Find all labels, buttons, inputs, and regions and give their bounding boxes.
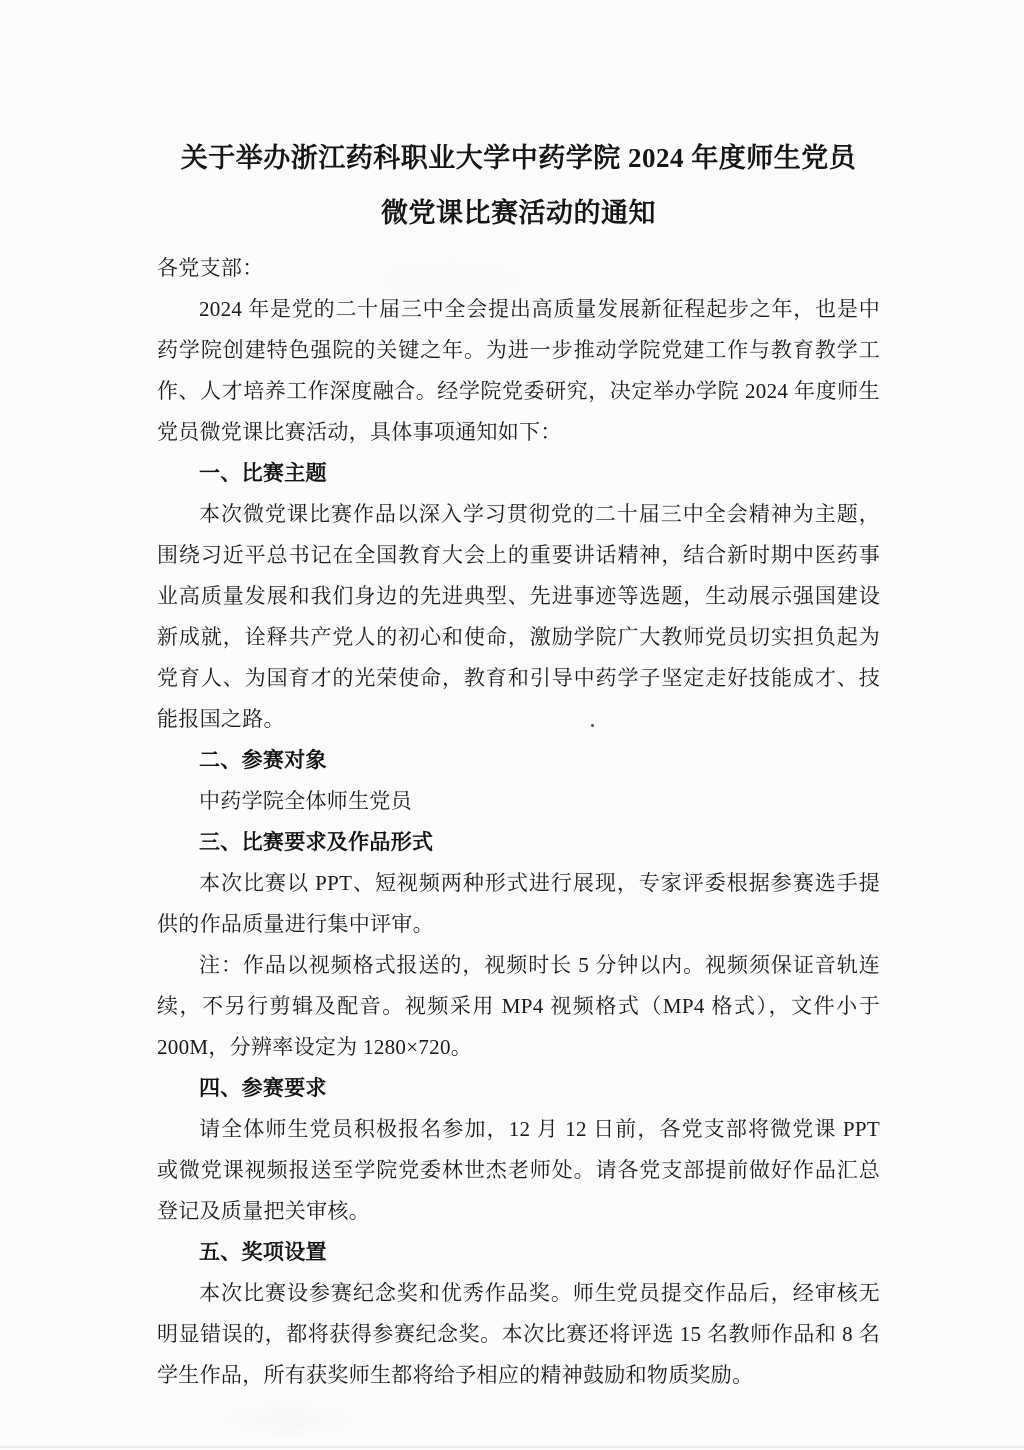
section-4-heading: 四、参赛要求 <box>199 1076 327 1100</box>
document-content <box>157 131 880 1396</box>
document-title-line-1: 关于举办浙江药科职业大学中药学院 2024 年度师生党员 <box>180 143 857 173</box>
section-3-paragraph-1: 本次比赛以 PPT、短视频两种形式进行展现，专家评委根据参赛选手提供的作品质量进行集中评审。 <box>157 871 880 936</box>
document-body <box>157 248 880 1396</box>
document-title-line-2: 微党课比赛活动的通知 <box>381 198 656 228</box>
section-5-paragraph: 本次比赛设参赛纪念奖和优秀作品奖。师生党员提交作品后，经审核无明显错误的，都将获得参赛纪念奖。本次比赛还将评选 15 名教师作品和 8 名学生作品，所有获奖师生都将给予相应的精神鼓励和物质奖励。 <box>157 1281 880 1387</box>
section-4-paragraph: 请全体师生党员积极报名参加，12 月 12 日前，各党支部将微党课 PPT 或微党课视频报送至学院党委林世杰老师处。请各党支部提前做好作品汇总登记及质量把关审核。 <box>157 1117 880 1223</box>
scan-speck-artifact <box>591 724 594 727</box>
section-2-heading: 二、参赛对象 <box>199 748 327 772</box>
section-2-paragraph: 中药学院全体师生党员 <box>199 789 412 813</box>
salutation: 各党支部： <box>157 256 264 280</box>
intro-paragraph: 2024 年是党的二十届三中全会提出高质量发展新征程起步之年，也是中药学院创建特色强院的关键之年。为进一步推动学院党建工作与教育教学工作、人才培养工作深度融合。经学院党委研究，决定举办学院 2024 年度师生党员微党课比赛活动，具体事项通知如下： <box>157 297 880 444</box>
section-1-heading: 一、比赛主题 <box>199 461 327 485</box>
scan-bottom-edge-artifact <box>0 1446 1024 1448</box>
section-5-heading: 五、奖项设置 <box>199 1240 327 1264</box>
section-3-paragraph-2: 注：作品以视频格式报送的，视频时长 5 分钟以内。视频须保证音轨连续，不另行剪辑及配音。视频采用 MP4 视频格式（MP4 格式），文件小于 200M，分辨率设定为 1280×720。 <box>157 953 880 1059</box>
document-title <box>157 131 880 241</box>
section-1-paragraph: 本次微党课比赛作品以深入学习贯彻党的二十届三中全会精神为主题，围绕习近平总书记在全国教育大会上的重要讲话精神，结合新时期中医药事业高质量发展和我们身边的先进典型、先进事迹等选题，生动展示强国建设新成就，诠释共产党人的初心和使命，激励学院广大教师党员切实担负起为党育人、为国育才的光荣使命，教育和引导中药学子坚定走好技能成才、技能报国之路。 <box>157 502 880 731</box>
section-3-heading: 三、比赛要求及作品形式 <box>199 830 434 854</box>
